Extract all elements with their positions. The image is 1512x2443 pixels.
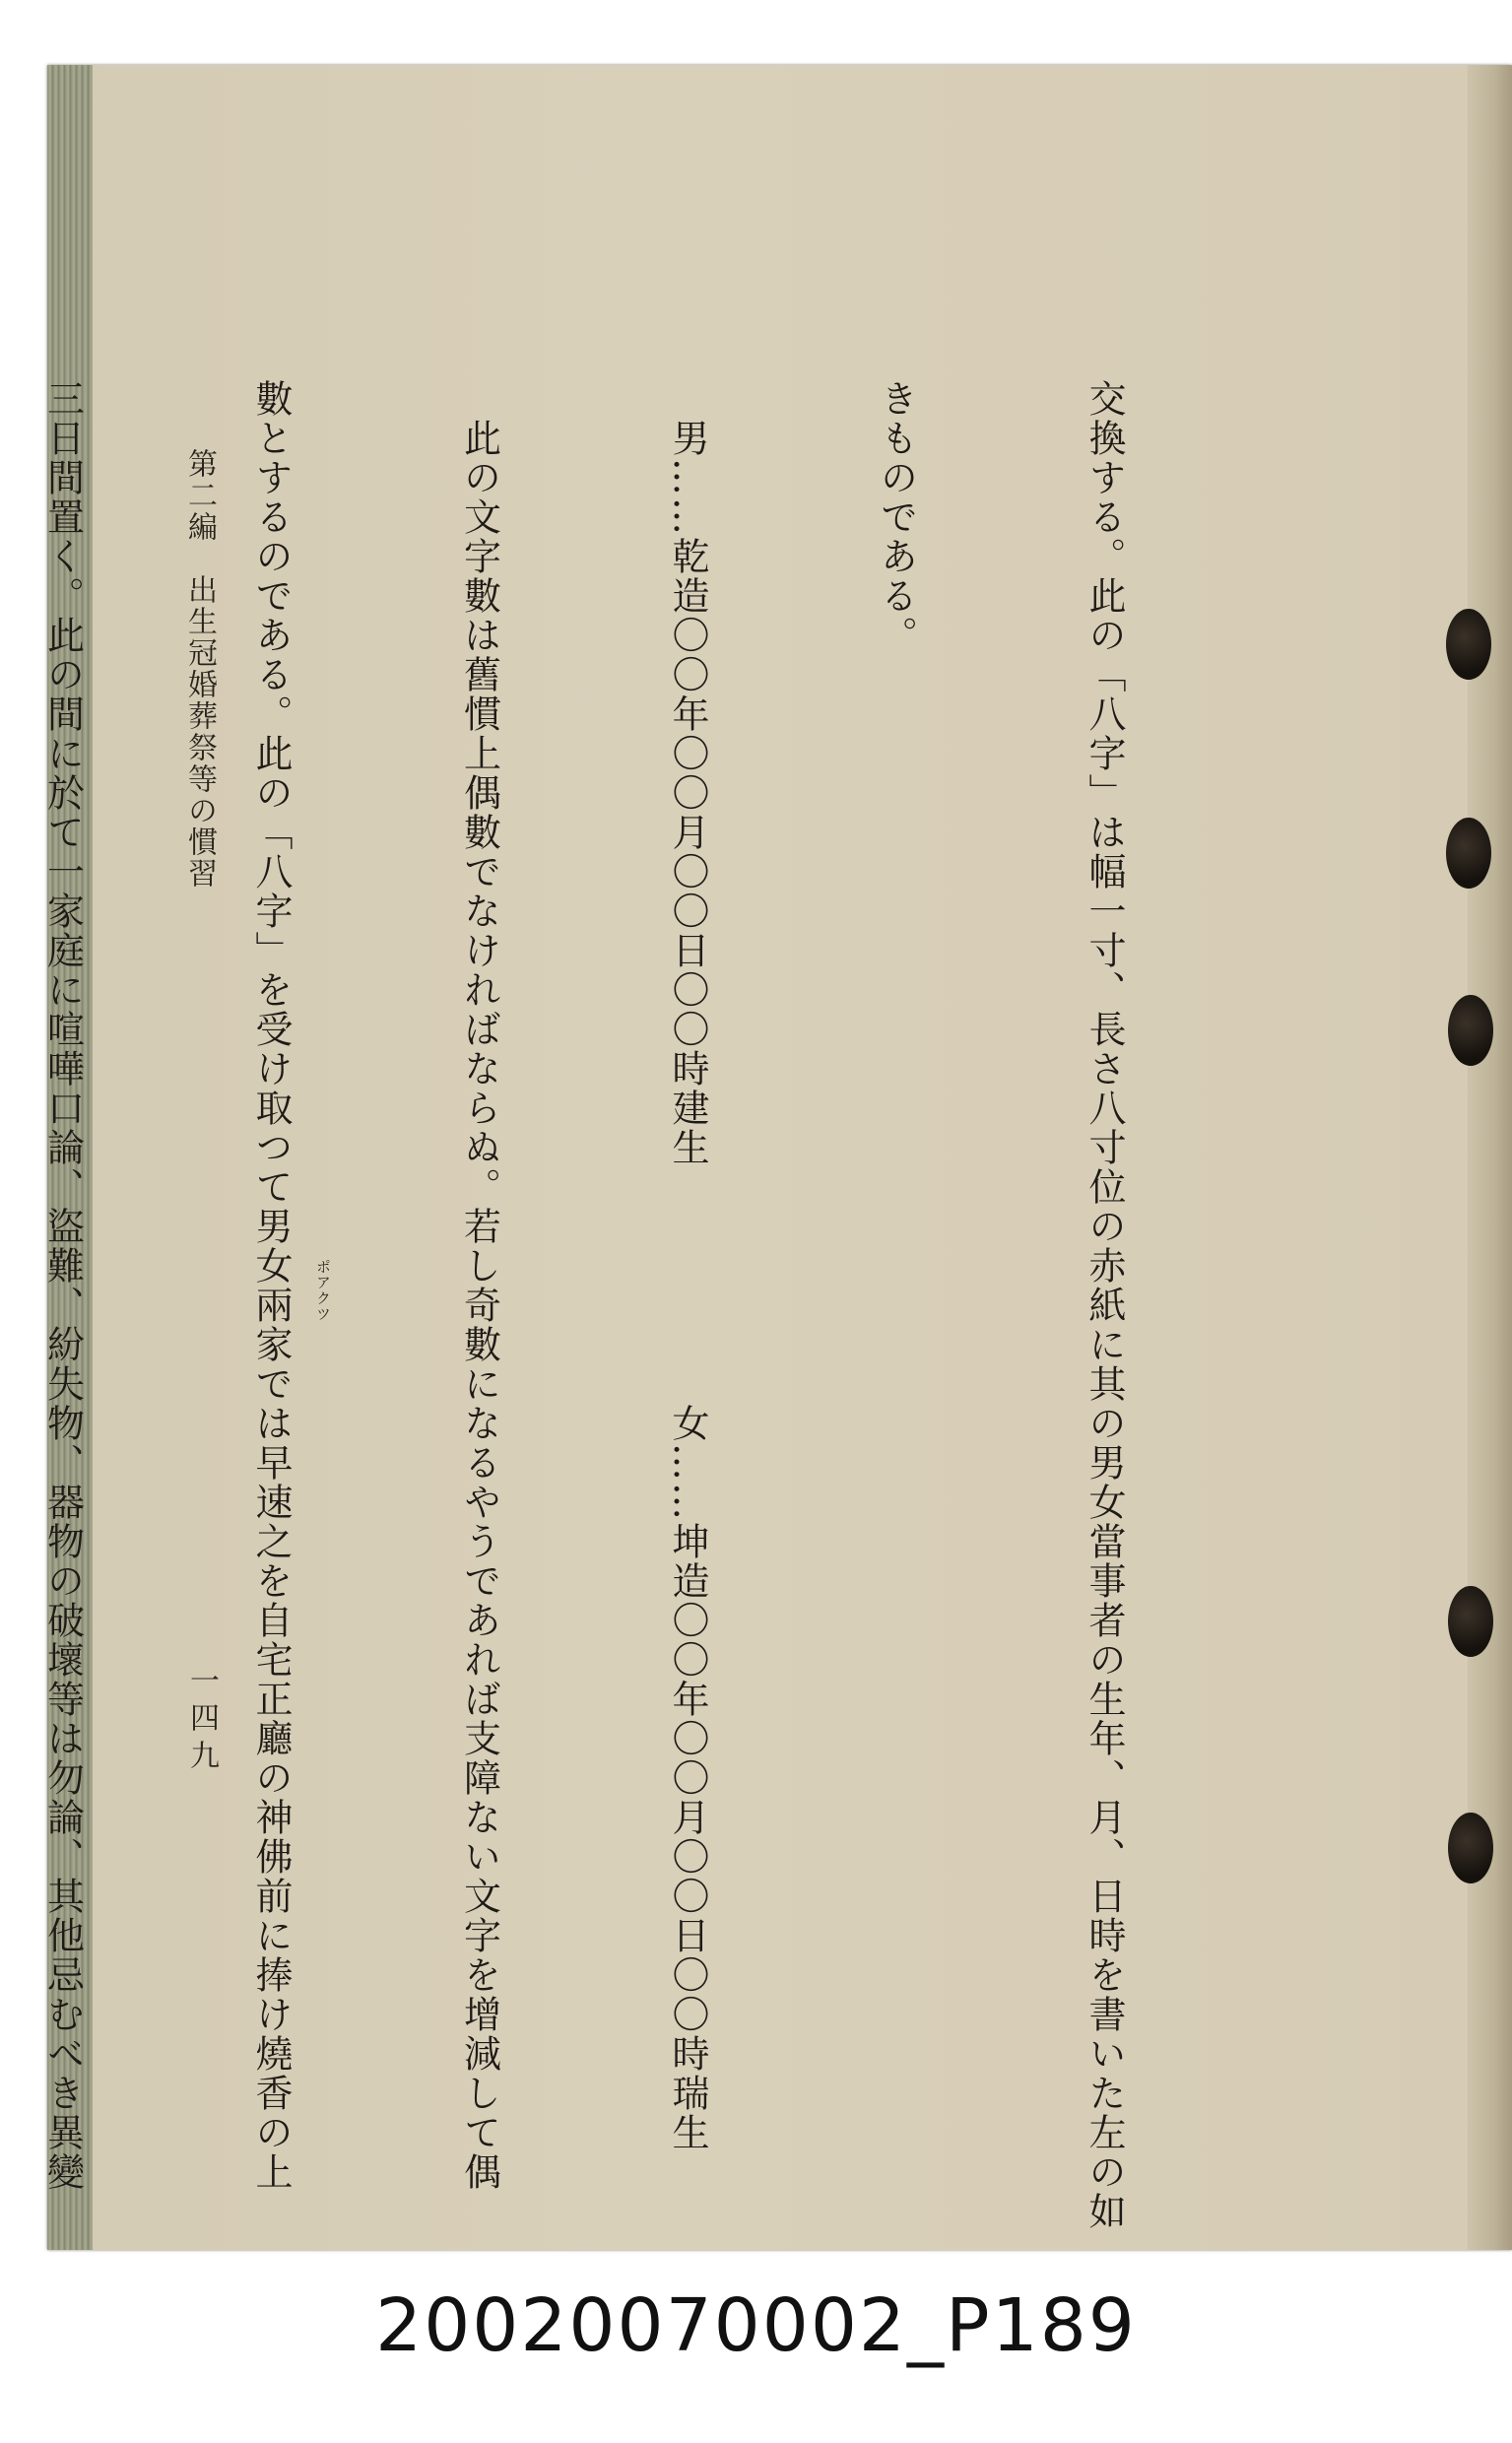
- text-line: 男……乾造〇〇年〇〇月〇〇日〇〇時建生 女……坤造〇〇年〇〇月〇〇日〇〇時瑞生: [666, 379, 709, 2152]
- page-number: 一四九: [184, 1665, 219, 1777]
- binding-hole: [1448, 995, 1493, 1066]
- text-line: 交換する。此の「八字」は幅一寸、長さ八寸位の赤紙に其の男女當事者の生年、月、日時を書いた左の如: [1083, 379, 1126, 2231]
- text-line: 三日間置く。此の間に於て一家庭に喧嘩口論、盜難、紛失物、器物の破壞等は勿論、其他忌むべき異變: [40, 379, 85, 2192]
- text-line: きものである。: [874, 379, 918, 655]
- text-line: 數とするのである。此の「八字」を受け取つて男女兩家では早速之を自宅正廳の神佛前に捧け燒香の上: [249, 379, 293, 2192]
- text-line: 此の文字數は舊慣上偶數でなければならぬ。若し奇數になるやうであれば支障ない文字を增減して偶: [457, 379, 501, 2192]
- binding-hole: [1448, 1813, 1493, 1883]
- binding-hole: [1446, 609, 1491, 680]
- furigana-ruby: ポアクツ: [314, 1259, 332, 1322]
- image-caption: 20020070002_P189: [375, 2283, 1137, 2368]
- binding-hole: [1446, 818, 1491, 889]
- binding-edge: [1468, 65, 1512, 2250]
- running-footer-title: 第二編 出生冠婚葬祭等の慣習: [182, 448, 217, 890]
- binding-hole: [1448, 1586, 1493, 1657]
